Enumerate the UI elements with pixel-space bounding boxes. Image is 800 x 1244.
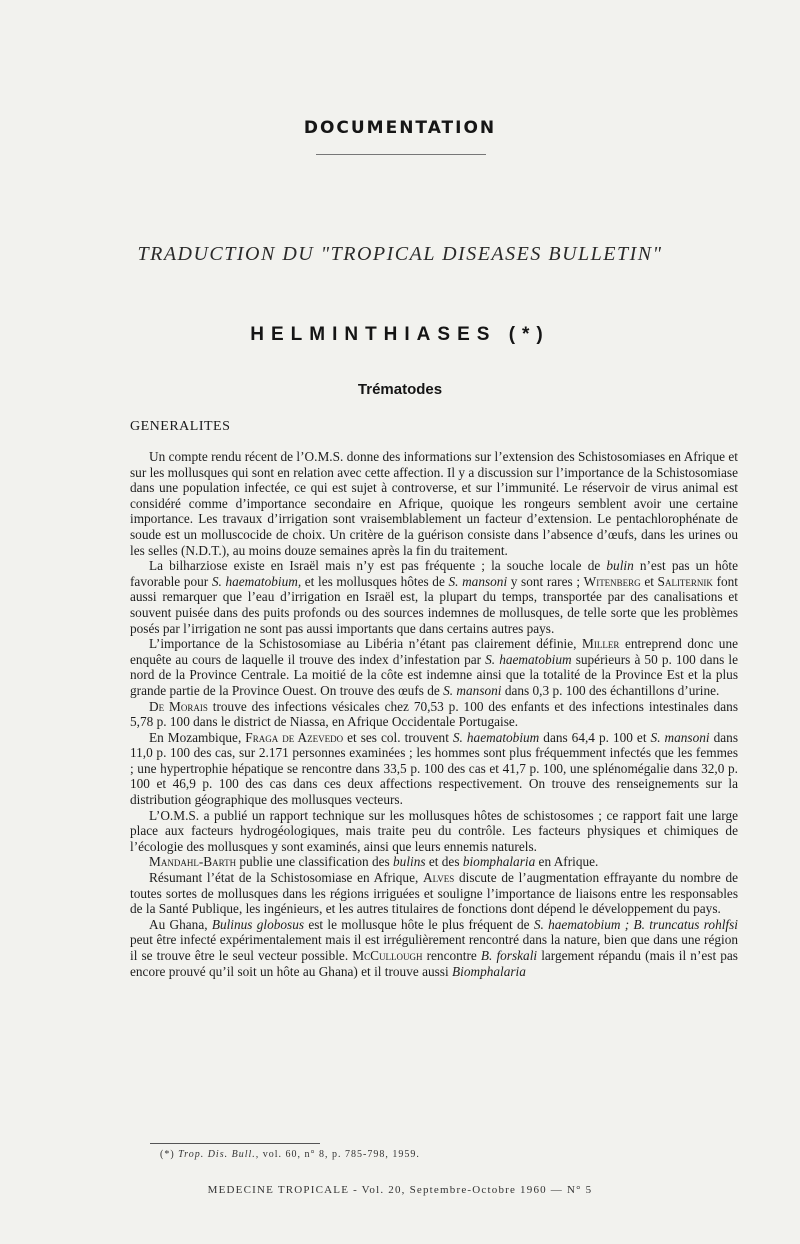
paragraph [130,449,738,558]
title-divider [316,154,486,155]
footnote-source: Trop. Dis. Bull., [178,1149,260,1160]
italic-term: bulin [606,558,634,574]
paragraph [130,699,738,730]
text-run: publie une classification des [236,854,394,870]
text-run: L’O.M.S. a publié un rapport technique sur les mollusques hôtes de schistosomes ; ce rapport fait une large place aux facteurs hydrogéologiques, mais traite peu du contrôle. Les facteurs physiques et chimiques de l’écologie des mollusques y sont examinés, ainsi que leurs ennemis naturels. [130,807,738,854]
italic-term: Biomphalaria [452,963,526,979]
italic-term: bulins [393,854,426,870]
main-title: HELMINTHIASES (*) [250,324,550,345]
text-run: n’est pas un hôte favorable pour [130,558,739,589]
author-name: Saliternik [657,573,713,589]
paragraph [130,730,738,808]
italic-term: S. haematobium [452,729,540,745]
translation-title: TRADUCTION DU "TROPICAL DISEASES BULLETIN" [137,243,663,265]
footnote [160,1149,420,1160]
text-run: est le mollusque hôte le plus fréquent de [304,916,534,932]
paragraph [130,636,738,698]
text-run: et ses col. trouvent [343,729,453,745]
text-run: et les mollusques hôtes de [301,573,449,589]
subtitle: Trématodes [357,381,443,398]
author-name: Fraga de Azevedo [245,729,344,745]
author-name: Alves [423,870,455,886]
italic-term: S. mansoni [650,729,710,745]
italic-term: S. mansoni [448,573,508,589]
text-run: y sont rares ; [507,573,584,589]
text-run: largement répandu (mais il n’est pas encore prouvé qu’il soit un hôte au Ghana) et il trouve aussi [130,948,738,979]
italic-term: S. mansoni [443,682,502,698]
documentation-heading: DOCUMENTATION [303,118,497,138]
paragraph [130,558,738,636]
italic-term: S. haematobium, [211,573,302,589]
text-run: entreprend donc une enquête au cours de laquelle il trouve des index d’infestation par [130,636,738,667]
text-run: dans 64,4 p. 100 et [539,729,651,745]
article-body [130,449,738,979]
text-run: et [640,573,658,589]
text-run: dans 11,0 p. 100 des cas, sur 2.171 personnes examinées ; les hommes sont plus fréquemment infectés que les femmes ; une hypertrophie hépatique se rencontre dans 33,5 p. 100 des cas et 41,7 p. 100, une splénomégalie dans 32,0 p. 100 et 46,9 p. 100 des cas dans ces deux affections respectivement. On trouve des renseignements sur la distribution géographique des mollusques vecteurs. [130,729,738,808]
text-run: trouve des infections vésicales chez 70,53 p. 100 des enfants et des infections intestinales dans 5,78 p. 100 dans le district de Niassa, en Afrique Occidentale Portugaise. [130,698,738,730]
footnote-details: vol. 60, n° 8, p. 785-798, 1959. [259,1149,420,1160]
text-run: L’importance de la Schistosomiase au Libéria n’étant pas clairement définie, [149,636,583,652]
journal-footer: MEDECINE TROPICALE - Vol. 20, Septembre-Octobre 1960 — N° 5 [207,1184,593,1196]
italic-term: B. forskali [480,948,538,963]
text-run: supérieurs à 50 p. 100 dans le nord de la Province Centrale. La moitié de la côte est indemne ainsi que la totalité de la Province Est et la plus grande partie de la Province Ouest. On trouve des œufs de [130,651,738,698]
text-run: peut être infecté expérimentalement mais il est irrégulièrement rencontré dans la nature, bien que dans une région il se trouve être le seul vecteur possible. [130,932,738,963]
text-run: Résumant l’état de la Schistosomiase en Afrique, [149,870,424,886]
author-name: Witenberg [583,573,641,589]
author-name: Miller [582,636,620,652]
italic-term: S. haematobium [485,651,572,667]
italic-term: biomphalaria [462,854,536,870]
text-run: en Afrique. [535,854,599,870]
paragraph [130,854,738,870]
paragraph [130,917,738,979]
author-name: McCullough [352,948,423,963]
footnote-divider [150,1143,320,1144]
text-run: dans 0,3 p. 100 des échantillons d’urine. [501,682,720,698]
text-run: En Mozambique, [149,729,246,745]
paragraph [130,870,738,917]
section-heading: GENERALITES [130,419,231,434]
text-run: font aussi remarquer que l’eau d’irrigation en Israël est, la plupart du temps, transportée par des canalisations et souvent puisée dans des puits profonds ou des sources indemnes de mollusques, de telle sorte que les problèmes posés par l’irrigation ne sont pas aussi importants que dans certains autres pays. [130,573,738,636]
text-run: discute de l’augmentation effrayante du nombre de toutes sortes de mollusques dans les régions irriguées et souligne l’importance de liaisons entre les responsables de la Santé Publique, les ingénieurs, et les autres titulaires de fonctions dont dépend le développement du pays. [130,870,738,917]
author-name: Mandahl-Barth [149,854,237,870]
text-run: rencontre [422,948,481,963]
italic-term: S. haematobium ; B. truncatus rohlfsi [533,916,738,932]
italic-term: Bulinus globosus [211,916,305,932]
footnote-marker: (*) [160,1149,179,1160]
text-run: Un compte rendu récent de l’O.M.S. donne des informations sur l’extension des Schistosomiases en Afrique et sur les mollusques qui sont en relation avec cette affection. Il y a discussion sur l’importance de la Schistosomiase dans une population infectée, ce qui est sujet à controverse, et sur l’immunité. Le réservoir de virus animal est considéré comme d’importance secondaire en Afrique, quoique les rongeurs semblent avoir une certaine importance. Les travaux d’irrigation sont vraisemblablement un facteur d’extension. Le pentachlorophénate de soude est un molluscocide de choix. Un critère de la guérison consiste dans l’absence d’œufs, dans les urines ou les selles (N.D.T.), au moins douze semaines après la fin du traitement. [130,449,738,558]
author-name: De Morais [149,698,208,714]
paragraph [130,808,738,855]
text-run: Au Ghana, [149,916,212,932]
text-run: La bilharziose existe en Israël mais n’y est pas fréquente ; la souche locale de [149,558,607,574]
text-run: et des [425,854,463,870]
